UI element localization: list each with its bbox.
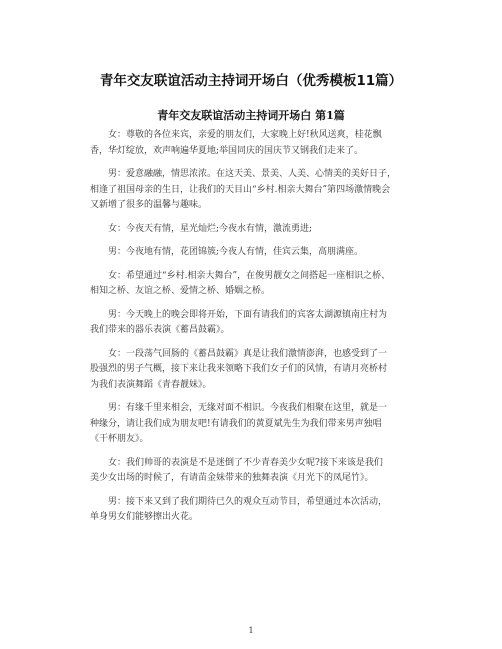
paragraph: 女：一段荡气回肠的《蓄昌鼓霸》真是让我们激情澎湃，也感受到了一 股强烈的男子气概，接下来让我来领略下我们女子们的风情，有请月亮桥村 为我们表演舞蹈《青春靓妹》。 bbox=[90, 348, 388, 390]
paragraph: 女：我们帅哥的表演是不是迷倒了不少青春美少女呢?接下来该是我们 美少女出场的时候了，有请苗金妹带来的独舞表演《月光下的凤尾竹》。 bbox=[90, 457, 383, 483]
paragraph: 女：今夜天有情，星光灿烂;今夜水有情，激流勇进; bbox=[108, 223, 313, 234]
page-number: 1 bbox=[248, 626, 254, 635]
paragraph: 男：今天晚上的晚会即将开始，下面有请我们的宾客太湖源镇南庄村为 我们带来的器乐表演《蓄昌鼓霸》。 bbox=[90, 309, 388, 335]
paragraph: 男：今夜地有情，花团锦簇;今夜人有情，佳宾云集，高朋满座。 bbox=[108, 247, 364, 257]
paragraph: 男：接下来又到了我们期待已久的观众互动节目，希望通过本次活动， 单身男女们能够擦出火花。 bbox=[90, 496, 388, 522]
document-body bbox=[90, 128, 435, 534]
paragraph: 女：希望通过“乡村.相亲大舞台”，在俊男靓女之间搭起一座相识之桥、 相知之桥、友谊之桥、爱情之桥、婚姻之桥。 bbox=[90, 270, 391, 296]
paragraph: 男：有缘千里来相会，无缘对面不相识。今夜我们相聚在这里，就是一 种缘分，请让我们成为朋友吧!有请我们的黄夏斌先生为我们带来男声独唱 《干杯朋友》。 bbox=[90, 403, 388, 444]
document-title: 青年交友联谊活动主持词开场白（优秀模板11篇） bbox=[99, 73, 403, 89]
paragraph: 女：尊敬的各位来宾，亲爱的朋友们，大家晚上好!秋风送爽，桂花飘 香，华灯绽放，欢声响遍华夏地;举国同庆的国庆节又钢我们走来了。 bbox=[90, 130, 382, 156]
paragraph: 男：爱意融融，情思浓浓。在这天美、景美、人美、心情美的美好日子， 相逢了祖国母亲的生日，让我们的天目山“乡村.相亲大舞台”第四场激情晚会 又新增了很多的温馨与趣味。 bbox=[90, 169, 397, 210]
section-title: 青年交友联谊活动主持词开场白 第1篇 bbox=[157, 109, 345, 122]
